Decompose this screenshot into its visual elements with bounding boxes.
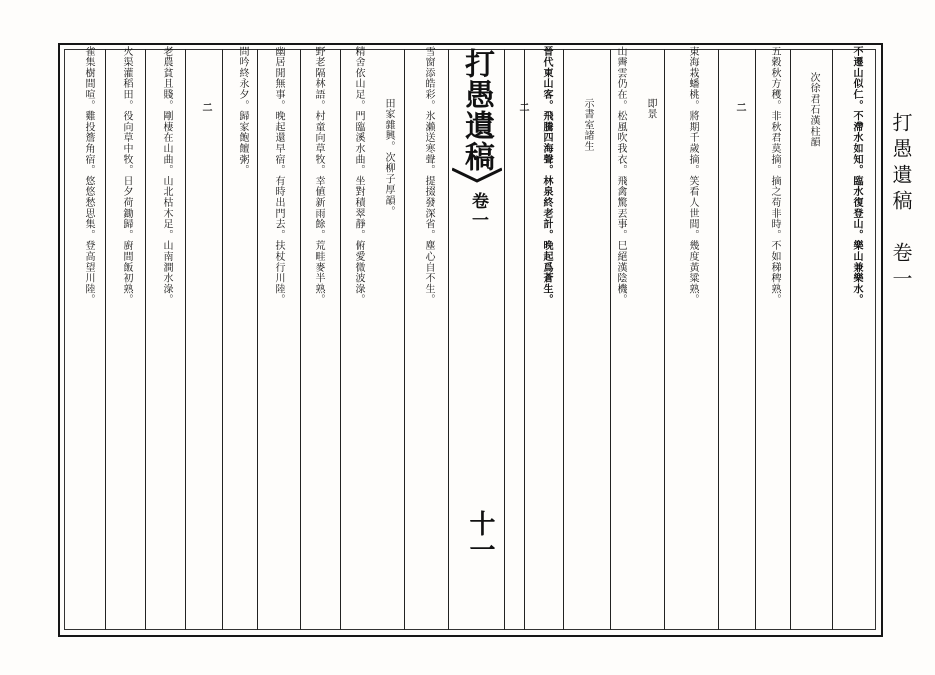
column-rule [145, 49, 146, 630]
fishtail-mark-icon [452, 165, 502, 185]
column-rule [563, 49, 564, 630]
column-rule [832, 49, 833, 630]
banxin-page-number: 十一 [465, 510, 495, 562]
column-rule [185, 49, 186, 630]
margin-running-title: 打愚遺稿 卷一 [889, 112, 913, 294]
column-rule [340, 49, 341, 630]
text-column: 五穀秋方穫。非秋君莫摘。摘之苟非時。不如稊稗熟。 [769, 46, 780, 306]
text-column: 精舍依山足。門臨溪水曲。坐對積翠靜。俯愛微波淥。 [353, 46, 364, 306]
column-rule [222, 49, 223, 630]
text-column: 不遷山似仁。不滯水如知。臨水復登山。樂山兼樂水。 [851, 46, 862, 306]
column-rule [300, 49, 301, 630]
column-rule [404, 49, 405, 630]
text-column: 雪窗添皓彩。氷瀨送寒聲。提掇發深省。塵心自不生。 [423, 46, 434, 306]
poem-number-marker: 二 [734, 102, 745, 113]
text-column: 問吟終永夕。歸家飽饘粥。 [237, 46, 248, 176]
poem-number-marker: 二 [517, 102, 528, 113]
poem-title: 即景 [645, 98, 656, 120]
banxin-rule-right [504, 49, 505, 630]
column-rule [105, 49, 106, 630]
text-column: 幽居閒無事。晚起還早宿。有時出門去。扶杖行川陸。 [273, 46, 284, 306]
text-column: 晉代東山客。飛騰四海聲。林泉終老計。晚起爲蒼生。 [541, 46, 552, 306]
text-column: 火渠灌稻田。役向草中牧。日夕荷鋤歸。廚間飯初熟。 [121, 46, 132, 306]
poem-title: 田家雜興。次柳子厚韻。 [383, 98, 394, 217]
banxin-book-title: 打愚遺稿 [459, 48, 494, 172]
poem-title: 示書室諸生 [582, 98, 593, 152]
text-column: 野老隔林語。村童向草牧。幸値新雨餘。荒畦麥半熟。 [313, 46, 324, 306]
text-column: 雀集樹間喧。雞投簷角宿。悠悠愁思集。登高望川陸。 [83, 46, 94, 306]
banxin-volume-label: 卷一 [468, 192, 488, 230]
text-column: 老農貧且賤。剛棲在山曲。山北枯木足。山南澗水淥。 [161, 46, 172, 306]
column-rule [755, 49, 756, 630]
text-column: 東海栽蟠桃。將期千歲摘。笑看人世間。幾度黃粱熟。 [687, 46, 698, 306]
text-column: 山霽雲仍在。松風吹我衣。飛禽驚丟事。巳絕漢陰機。 [615, 46, 626, 306]
poem-title: 次徐君石漢柱韻 [808, 72, 819, 148]
poem-number-marker: 二 [200, 102, 211, 113]
column-rule [790, 49, 791, 630]
column-rule [718, 49, 719, 630]
